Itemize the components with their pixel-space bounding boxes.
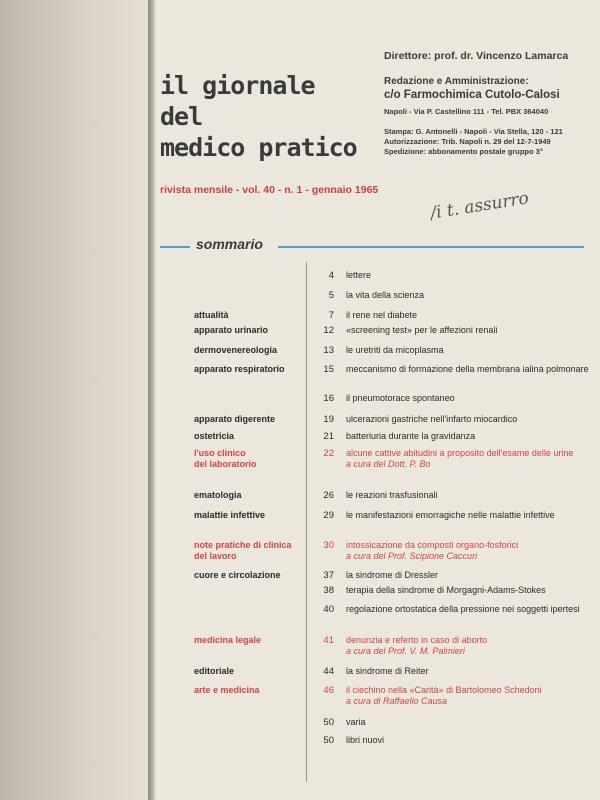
toc-author: a cura del Prof. V. M. Palmieri <box>346 646 465 656</box>
toc-title: regolazione ortostatica della pressione nei soggetti ipertesi <box>346 604 580 614</box>
toc-title: batteriuria durante la gravidanza <box>346 431 476 441</box>
director-line: Direttore: prof. dr. Vincenzo Lamarca <box>384 50 569 62</box>
toc-page-number: 21 <box>323 431 334 442</box>
toc-title: le manifestazioni emorragiche nelle malattie infettive <box>346 510 555 520</box>
toc-title: «screening test» per le affezioni renali <box>346 325 498 335</box>
toc-author: a cura del Dott. P. Bo <box>346 459 431 469</box>
toc-page-number: 44 <box>323 666 334 677</box>
toc-category: cuore e circolazione <box>194 570 281 580</box>
toc-column-divider <box>306 262 307 782</box>
toc-category: attualità <box>194 310 229 320</box>
toc-page-number: 30 <box>323 540 334 551</box>
toc-category: arte e medicina <box>194 685 260 695</box>
toc-title: ulcerazioni gastriche nell'infarto miocardico <box>346 414 518 424</box>
stampa-line: Stampa: G. Antonelli - Napoli - Via Stella, 120 - 121 <box>384 127 563 136</box>
autorizzazione-line: Autorizzazione: Trib. Napoli n. 29 del 12-7-1949 <box>384 137 551 146</box>
toc-page-number: 15 <box>323 364 334 375</box>
magazine-title <box>160 70 357 163</box>
title-line-3: medico pratico <box>160 133 357 162</box>
toc-category: note pratiche di clinica del lavoro <box>194 540 292 561</box>
toc-category: apparato digerente <box>194 414 276 424</box>
toc-page-number: 50 <box>323 735 334 746</box>
handwritten-note: /i t. assurro <box>429 188 531 224</box>
sommario-rule-right <box>278 246 584 248</box>
toc-page-number: 41 <box>323 635 334 646</box>
title-line-1: il giornale <box>160 71 315 100</box>
toc-category: apparato respiratorio <box>194 364 285 374</box>
toc-title: la sindrome di Reiter <box>346 666 429 676</box>
toc-category: medicina legale <box>194 635 262 645</box>
toc-page-number: 29 <box>323 510 334 521</box>
spedizione-line: Spedizione: abbonamento postale gruppo 3° <box>384 147 543 156</box>
toc-title: intossicazione da composti organo-fosforici a cura del Prof. Scipione Caccuri <box>346 540 591 562</box>
toc-page-number: 50 <box>323 717 334 728</box>
toc-category: malattie infettive <box>194 510 266 520</box>
toc-page-number: 4 <box>328 270 334 281</box>
toc-page-number: 22 <box>323 448 334 459</box>
toc-page-number: 16 <box>323 393 334 404</box>
toc-page-number: 37 <box>323 570 334 581</box>
sommario-heading: sommario <box>196 236 263 252</box>
toc-title: la sindrome di Dressler <box>346 570 439 580</box>
toc-title: denunzia e referto in caso di aborto a cura del Prof. V. M. Palmieri <box>346 635 591 657</box>
toc-page-number: 40 <box>323 604 334 615</box>
toc-title: varia <box>346 717 366 727</box>
toc-title: le reazioni trasfusionali <box>346 490 438 500</box>
toc-page-number: 46 <box>323 685 334 696</box>
toc-title: terapia della sindrome di Morgagni-Adams-Stokes <box>346 585 546 595</box>
toc-page-number: 26 <box>323 490 334 501</box>
toc-page-number: 19 <box>323 414 334 425</box>
toc-title: la vita della scienza <box>346 290 425 300</box>
spine-shadow <box>148 0 156 800</box>
toc-title: libri nuovi <box>346 735 385 745</box>
toc-title: lettere <box>346 270 372 280</box>
toc-author: a cura del Prof. Scipione Caccuri <box>346 551 478 561</box>
toc-page-number: 13 <box>323 345 334 356</box>
toc-title: le uretriti da micoplasma <box>346 345 444 355</box>
toc-category: ostetricia <box>194 431 235 441</box>
company-line: c/o Farmochimica Cutolo-Calosi <box>384 89 560 101</box>
redazione-line: Redazione e Amministrazione: <box>384 76 529 87</box>
toc-category: ematologia <box>194 490 242 500</box>
address-line: Napoli - Via P. Castellino 111 - Tel. PBX 364040 <box>384 107 549 116</box>
sommario-rule-left <box>160 246 190 248</box>
toc-page-number: 38 <box>323 585 334 596</box>
toc-title: il ciechino nella «Carità» di Bartolomeo Schedoni a cura di Raffaello Causa <box>346 685 591 707</box>
toc-author: a cura di Raffaello Causa <box>346 696 448 706</box>
toc-page-number: 5 <box>328 290 334 301</box>
toc-category: editoriale <box>194 666 235 676</box>
toc-title: il rene nel diabete <box>346 310 418 320</box>
toc-category: l'uso clinico del laboratorio <box>194 448 257 469</box>
toc-page-number: 12 <box>323 325 334 336</box>
toc-category: apparato urinario <box>194 325 269 335</box>
title-line-2: del <box>160 102 203 131</box>
toc-title: meccanismo di formazione della membrana ialina polmonare <box>346 364 589 374</box>
toc-title: alcune cattive abitudini a proposito dell'esame delle urine a cura del Dott. P. Bo <box>346 448 591 470</box>
issue-subtitle: rivista mensile - vol. 40 - n. 1 - gennaio 1965 <box>160 184 379 196</box>
toc-title: il pneumotorace spontaneo <box>346 393 455 403</box>
publisher-info <box>384 50 599 157</box>
toc-page-number: 7 <box>328 310 334 321</box>
toc-category: dermovenereologia <box>194 345 278 355</box>
binding-spine <box>0 0 150 800</box>
